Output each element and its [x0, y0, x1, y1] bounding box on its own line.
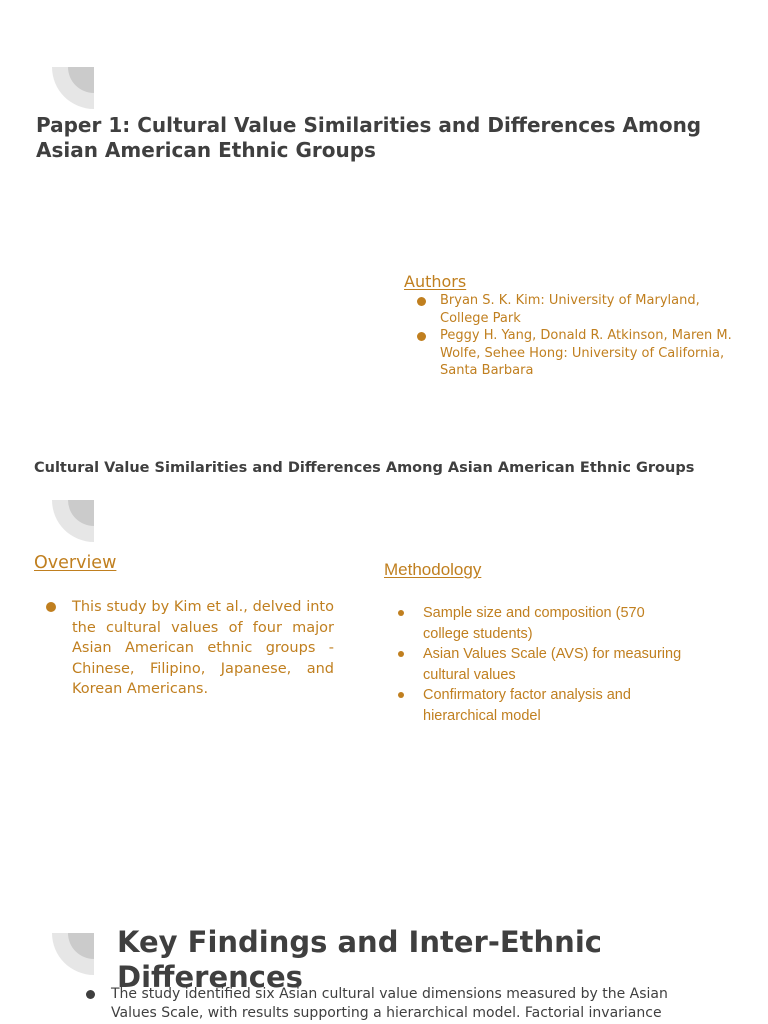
methodology-item	[423, 603, 683, 644]
key-findings-list	[111, 985, 681, 1022]
section-subtitle: Cultural Value Similarities and Differences Among Asian American Ethnic Groups	[34, 460, 695, 476]
bullet-icon	[398, 692, 404, 698]
author-text: Peggy H. Yang, Donald R. Atkinson, Maren M. Wolfe, Sehee Hong: University of California, Santa Barbara	[440, 328, 732, 378]
author-item	[440, 327, 740, 380]
methodology-text: Sample size and composition (570 college students)	[423, 605, 645, 642]
bullet-icon	[417, 297, 426, 306]
page-title: Paper 1: Cultural Value Similarities and Differences Among Asian American Ethnic Groups	[36, 113, 702, 162]
methodology-item	[423, 644, 683, 685]
bullet-icon	[398, 610, 404, 616]
quarter-circle-decoration-icon	[52, 933, 96, 977]
methodology-list	[423, 603, 683, 726]
bullet-icon	[417, 332, 426, 341]
quarter-circle-decoration-icon	[52, 67, 96, 111]
overview-item	[72, 597, 334, 700]
authors-list	[440, 292, 740, 380]
authors-heading[interactable]: Authors	[404, 272, 467, 291]
overview-list	[72, 597, 334, 700]
methodology-text: Confirmatory factor analysis and hierarchical model	[423, 687, 631, 724]
methodology-item	[423, 685, 683, 726]
overview-text: This study by Kim et al., delved into the cultural values of four major Asian American ethnic groups - Chinese, Filipino, Japanese, and Korean Americans.	[72, 599, 334, 697]
methodology-heading[interactable]: Methodology	[384, 560, 482, 579]
author-text: Bryan S. K. Kim: University of Maryland, College Park	[440, 293, 700, 326]
methodology-text: Asian Values Scale (AVS) for measuring cultural values	[423, 646, 682, 683]
bullet-icon	[86, 990, 95, 999]
bullet-icon	[398, 651, 404, 657]
key-finding-item	[111, 985, 681, 1022]
key-findings-heading: Key Findings and Inter-Ethnic Differences	[117, 925, 602, 994]
quarter-circle-decoration-icon	[52, 500, 96, 544]
overview-heading[interactable]: Overview	[34, 553, 117, 573]
key-finding-text: The study identified six Asian cultural value dimensions measured by the Asian Values Scale, with results supporting a hierarchical model. Factorial invariance	[111, 986, 668, 1021]
bullet-icon	[46, 602, 56, 612]
author-item	[440, 292, 740, 327]
